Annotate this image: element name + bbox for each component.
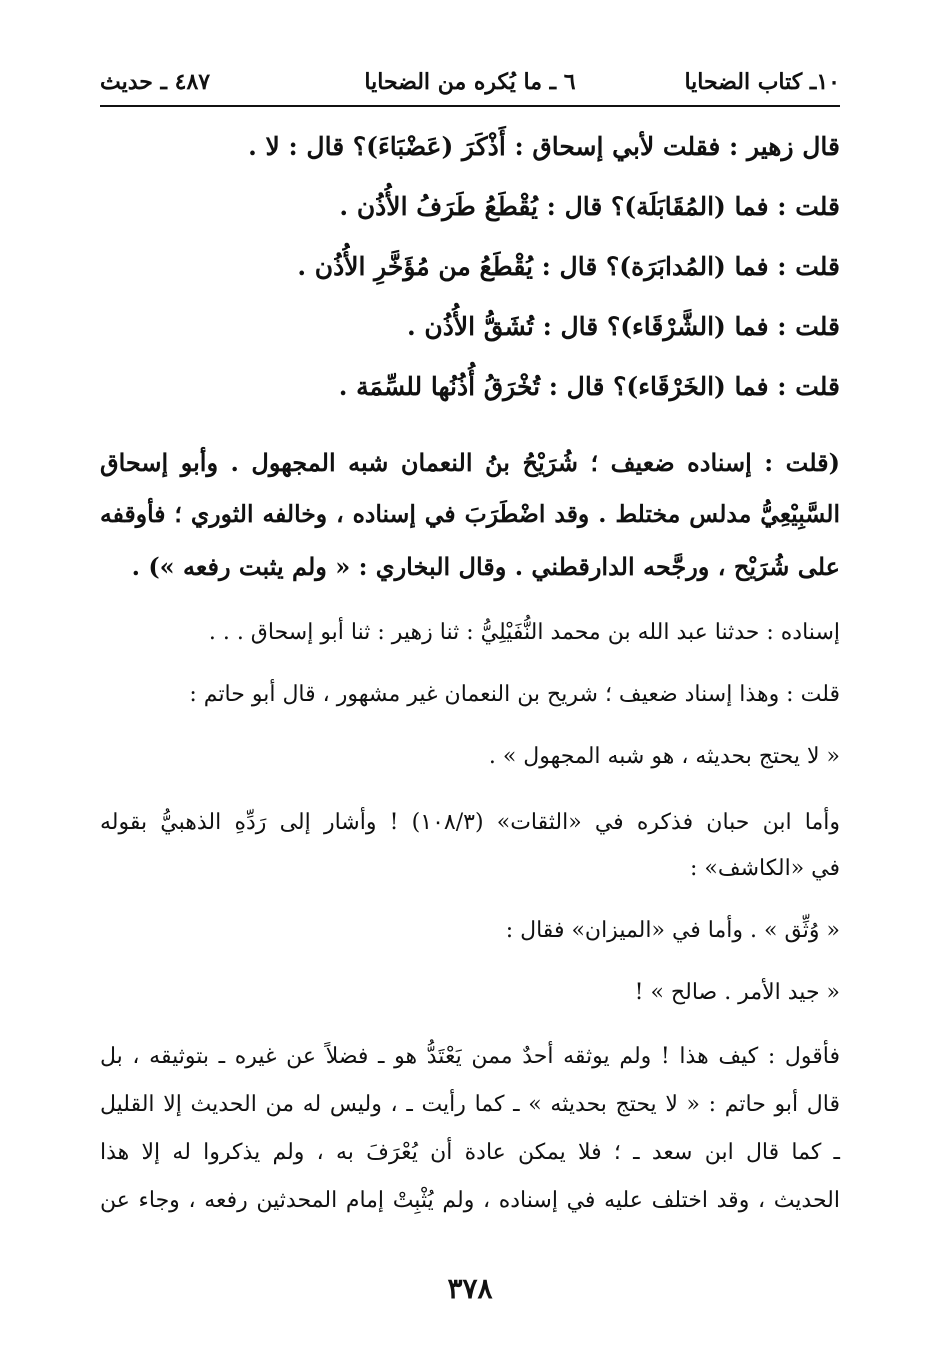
header-rule xyxy=(100,105,840,107)
hadith-line: قال زهير : فقلت لأبي إسحاق : أَذْكَرَ (عَضْبَاءَ)؟ قال : لا . xyxy=(248,132,840,161)
final-para-line: ـ كما قال ابن سعد ـ ؛ فلا يمكن عادة أن يُعْرَفَ به ، ولم يذكروا له إلا هذا xyxy=(100,1140,840,1165)
header-hadith-number: ٤٨٧ ـ حديث xyxy=(100,69,211,95)
ibn-hibban-line: في «الكاشف» : xyxy=(689,856,840,881)
header-section: ٦ ـ ما يُكره من الضحايا xyxy=(364,69,576,95)
quote-line: « لا يحتج بحديثه ، هو شبه المجهول » . xyxy=(488,744,840,769)
hadith-line: قلت : فما (الخَرْقَاء)؟ قال : تُخْرَقُ أُذُنُها للسِّمَة . xyxy=(338,372,840,401)
hadith-line: قلت : فما (الشَّرْقَاء)؟ قال : تُشَقُّ الأُذُن . xyxy=(406,312,840,341)
final-para-line: قال أبو حاتم : « لا يحتج بحديثه » ـ كما رأيت ـ ، وليس له من الحديث إلا القليل xyxy=(100,1092,840,1117)
final-para-line: الحديث ، وقد اختلف عليه في إسناده ، ولم يُثْبِتْ إمام المحدثين رفعه ، وجاء عن xyxy=(100,1188,841,1213)
wuththiq-line: « وُثِّق » . وأما في «الميزان» فقال : xyxy=(505,918,840,943)
hadith-line: قلت : فما (المُدابَرَة)؟ قال : يُقْطَعُ من مُؤَخَّرِ الأُذُن . xyxy=(297,252,840,281)
header-chapter: ١٠ـ كتاب الضحايا xyxy=(684,69,840,95)
running-header xyxy=(100,64,840,100)
note-line: قلت : وهذا إسناد ضعيف ؛ شريح بن النعمان غير مشهور ، قال أبو حاتم : xyxy=(189,682,840,707)
final-para-line: فأقول : كيف هذا ! ولم يوثقه أحدٌ ممن يَعْتَدُّ هو ـ فضلاً عن غيره ـ بتوثيقه ، بل xyxy=(100,1044,840,1069)
hadith-line: قلت : فما (المُقَابَلَة)؟ قال : يُقْطَعُ طَرَفُ الأُذُن . xyxy=(339,192,840,221)
comment-line: (قلت : إسناده ضعيف ؛ شُرَيْحُ بنُ النعمان شبه المجهول . وأبو إسحاق xyxy=(100,448,840,477)
comment-line: السَّبِيْعِيُّ مدلس مختلط . وقد اضْطَرَبَ في إسناده ، وخالفه الثوري ؛ فأوقفه xyxy=(100,500,840,528)
ibn-hibban-line: وأما ابن حبان فذكره في «الثقات» (١٠٨/٣) ! وأشار إلى رَدِّهِ الذهبيُّ بقوله xyxy=(100,810,840,835)
comment-line: على شُرَيْح ، ورجَّحه الدارقطني . وقال البخاري : « ولم يثبت رفعه ») . xyxy=(131,552,840,581)
isnad-line: إسناده : حدثنا عبد الله بن محمد النُّفَيْلِيُّ : ثنا زهير : ثنا أبو إسحاق . . . xyxy=(208,620,840,645)
jayyid-line: « جيد الأمر . صالح » ! xyxy=(634,980,840,1005)
page-number: ٣٧٨ xyxy=(447,1272,493,1305)
